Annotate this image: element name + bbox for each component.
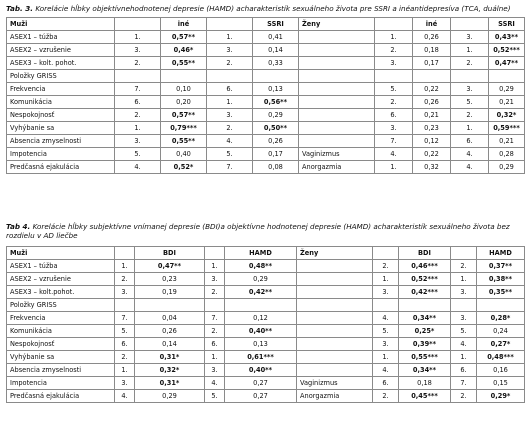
row-label-women (299, 122, 375, 135)
empty-cell (205, 299, 225, 312)
value-cell: 0,47** (489, 57, 525, 70)
row-label: ASEX2 – vzrušenie (7, 44, 115, 57)
header-cell (207, 18, 253, 31)
rank-cell: 1. (375, 161, 413, 174)
rank-cell: 7. (115, 312, 135, 325)
value-cell: 0,08 (253, 161, 299, 174)
value-cell: 0,22 (413, 83, 451, 96)
value-cell: 0,12 (413, 135, 451, 148)
rank-cell: 3. (115, 286, 135, 299)
row-label-women (297, 286, 373, 299)
rank-cell: 3. (451, 312, 477, 325)
rank-cell: 2. (205, 286, 225, 299)
row-label-women (299, 83, 375, 96)
empty-cell (489, 70, 525, 83)
table-row (7, 338, 525, 351)
rank-cell: 1. (373, 351, 399, 364)
value-cell: 0,13 (225, 338, 297, 351)
empty-cell (451, 70, 489, 83)
rank-cell: 4. (373, 312, 399, 325)
header-cell: Ženy (299, 18, 375, 31)
table3-caption-label: Tab. 3. (6, 4, 34, 13)
header-cell (373, 247, 399, 260)
rank-cell: 2. (451, 57, 489, 70)
empty-cell (375, 70, 413, 83)
table-row (7, 364, 525, 377)
rank-cell: 4. (451, 338, 477, 351)
header-cell (451, 18, 489, 31)
value-cell: 0,17 (253, 148, 299, 161)
header-cell: HAMD (477, 247, 525, 260)
row-label-women (299, 31, 375, 44)
table-row (7, 312, 525, 325)
empty-cell (451, 299, 477, 312)
value-cell: 0,42*** (399, 286, 451, 299)
row-label: ASEX3 – kolt.pohot. (7, 286, 115, 299)
header-cell (205, 247, 225, 260)
rank-cell: 3. (207, 44, 253, 57)
table-row (7, 31, 525, 44)
rank-cell: 7. (205, 312, 225, 325)
header-cell (115, 18, 161, 31)
rank-cell: 4. (115, 161, 161, 174)
row-label-women (299, 57, 375, 70)
rank-cell: 2. (115, 273, 135, 286)
rank-cell: 4. (451, 161, 489, 174)
value-cell: 0,29* (477, 390, 525, 403)
table3-caption (6, 4, 526, 13)
value-cell: 0,27 (225, 390, 297, 403)
value-cell: 0,37** (477, 260, 525, 273)
rank-cell: 2. (115, 351, 135, 364)
row-label-women (299, 109, 375, 122)
empty-cell (297, 299, 373, 312)
table-row (7, 44, 525, 57)
rank-cell: 7. (451, 377, 477, 390)
value-cell: 0,32* (135, 364, 205, 377)
value-cell: 0,61*** (225, 351, 297, 364)
rank-cell: 1. (451, 351, 477, 364)
value-cell: 0,52* (161, 161, 207, 174)
value-cell: 0,34** (399, 312, 451, 325)
table-row (7, 377, 525, 390)
row-label: Vyhýbanie sa (7, 122, 115, 135)
value-cell: 0,48*** (477, 351, 525, 364)
value-cell: 0,55** (161, 57, 207, 70)
rank-cell: 6. (207, 83, 253, 96)
rank-cell: 3. (373, 338, 399, 351)
rank-cell: 4. (115, 390, 135, 403)
rank-cell: 4. (375, 148, 413, 161)
rank-cell: 3. (373, 286, 399, 299)
row-label-women (299, 44, 375, 57)
empty-cell (399, 299, 451, 312)
value-cell: 0,35** (477, 286, 525, 299)
row-label: Vyhýbanie sa (7, 351, 115, 364)
rank-cell: 3. (451, 83, 489, 96)
row-label: Komunikácia (7, 96, 115, 109)
value-cell: 0,45*** (399, 390, 451, 403)
table-row (7, 83, 525, 96)
empty-cell (299, 70, 375, 83)
section-row (7, 299, 525, 312)
header-cell: iné (413, 18, 451, 31)
table3-caption-text: Korelácie hĺbky objektívnehodnotenej depresie (HAMD) acharakteristík sexuálneho života pre SSRI a inéantidepresíva (TCA, duálne) (35, 4, 511, 13)
value-cell: 0,22 (413, 148, 451, 161)
header-cell (451, 247, 477, 260)
value-cell: 0,14 (253, 44, 299, 57)
rank-cell: 2. (115, 57, 161, 70)
value-cell: 0,40** (225, 364, 297, 377)
rank-cell: 3. (451, 286, 477, 299)
value-cell: 0,34** (399, 364, 451, 377)
rank-cell: 1. (115, 260, 135, 273)
value-cell: 0,17 (413, 57, 451, 70)
header-cell: HAMD (225, 247, 297, 260)
rank-cell: 3. (115, 135, 161, 148)
header-cell (115, 247, 135, 260)
rank-cell: 3. (115, 44, 161, 57)
rank-cell: 6. (373, 377, 399, 390)
rank-cell: 5. (451, 325, 477, 338)
header-cell: BDI (135, 247, 205, 260)
row-label-women (297, 260, 373, 273)
value-cell: 0,26 (253, 135, 299, 148)
row-label-women (297, 364, 373, 377)
rank-cell: 2. (451, 260, 477, 273)
rank-cell: 7. (375, 135, 413, 148)
value-cell: 0,40 (161, 148, 207, 161)
header-row (7, 18, 525, 31)
rank-cell: 1. (205, 260, 225, 273)
value-cell: 0,25* (399, 325, 451, 338)
value-cell: 0,18 (413, 44, 451, 57)
rank-cell: 2. (373, 260, 399, 273)
row-label: Nespokojnosť (7, 109, 115, 122)
row-label: ASEX1 – túžba (7, 31, 115, 44)
rank-cell: 2. (115, 109, 161, 122)
rank-cell: 3. (205, 364, 225, 377)
rank-cell: 1. (373, 273, 399, 286)
rank-cell: 5. (207, 148, 253, 161)
empty-cell (253, 70, 299, 83)
rank-cell: 5. (115, 148, 161, 161)
rank-cell: 6. (375, 109, 413, 122)
value-cell: 0,52*** (399, 273, 451, 286)
row-label: ASEX3 – kolt. pohot. (7, 57, 115, 70)
row-label-women (299, 96, 375, 109)
header-cell: Muži (7, 18, 115, 31)
value-cell: 0,24 (477, 325, 525, 338)
rank-cell: 6. (115, 96, 161, 109)
row-label-women: Anorgazmia (299, 161, 375, 174)
value-cell: 0,27 (225, 377, 297, 390)
table-row (7, 273, 525, 286)
row-label-women (297, 338, 373, 351)
row-label: Impotencia (7, 148, 115, 161)
rank-cell: 4. (373, 364, 399, 377)
rank-cell: 3. (207, 109, 253, 122)
value-cell: 0,39** (399, 338, 451, 351)
value-cell: 0,04 (135, 312, 205, 325)
empty-cell (115, 299, 135, 312)
rank-cell: 2. (373, 390, 399, 403)
value-cell: 0,38** (477, 273, 525, 286)
value-cell: 0,27* (477, 338, 525, 351)
value-cell: 0,10 (161, 83, 207, 96)
row-label: Nespokojnosť (7, 338, 115, 351)
table-row (7, 351, 525, 364)
section-row (7, 70, 525, 83)
rank-cell: 4. (207, 135, 253, 148)
rank-cell: 3. (205, 273, 225, 286)
table4-caption (6, 222, 526, 240)
value-cell: 0,28* (477, 312, 525, 325)
value-cell: 0,40** (225, 325, 297, 338)
section-label: Položky GRISS (7, 299, 115, 312)
rank-cell: 2. (205, 325, 225, 338)
rank-cell: 3. (375, 122, 413, 135)
empty-cell (135, 299, 205, 312)
value-cell: 0,19 (135, 286, 205, 299)
row-label: ASEX1 – túžba (7, 260, 115, 273)
value-cell: 0,29 (489, 83, 525, 96)
section-label: Položky GRISS (7, 70, 115, 83)
value-cell: 0,21 (413, 109, 451, 122)
value-cell: 0,55** (161, 135, 207, 148)
table-row (7, 96, 525, 109)
value-cell: 0,59*** (489, 122, 525, 135)
rank-cell: 5. (451, 96, 489, 109)
value-cell: 0,50** (253, 122, 299, 135)
rank-cell: 2. (375, 96, 413, 109)
row-label-women (297, 351, 373, 364)
empty-cell (477, 299, 525, 312)
row-label-women: Anorgazmia (297, 390, 373, 403)
value-cell: 0,32 (413, 161, 451, 174)
value-cell: 0,29 (253, 109, 299, 122)
empty-cell (207, 70, 253, 83)
rank-cell: 3. (375, 57, 413, 70)
header-cell: Ženy (297, 247, 373, 260)
value-cell: 0,23 (413, 122, 451, 135)
row-label: Absencia zmyselnosti (7, 135, 115, 148)
header-cell: BDI (399, 247, 451, 260)
rank-cell: 1. (451, 122, 489, 135)
rank-cell: 2. (451, 390, 477, 403)
table-row (7, 390, 525, 403)
value-cell: 0,46*** (399, 260, 451, 273)
empty-cell (161, 70, 207, 83)
value-cell: 0,13 (253, 83, 299, 96)
table-row (7, 57, 525, 70)
row-label-women (297, 312, 373, 325)
rank-cell: 6. (115, 338, 135, 351)
row-label-women: Vaginizmus (299, 148, 375, 161)
value-cell: 0,23 (135, 273, 205, 286)
table-row (7, 109, 525, 122)
value-cell: 0,26 (413, 96, 451, 109)
row-label-women (297, 325, 373, 338)
rank-cell: 2. (451, 109, 489, 122)
row-label: Frekvencia (7, 312, 115, 325)
rank-cell: 3. (115, 377, 135, 390)
value-cell: 0,21 (489, 96, 525, 109)
rank-cell: 2. (207, 122, 253, 135)
empty-cell (115, 70, 161, 83)
value-cell: 0,31* (135, 351, 205, 364)
rank-cell: 1. (207, 96, 253, 109)
rank-cell: 1. (205, 351, 225, 364)
row-label-women (297, 273, 373, 286)
value-cell: 0,12 (225, 312, 297, 325)
header-cell: iné (161, 18, 207, 31)
value-cell: 0,47** (135, 260, 205, 273)
value-cell: 0,42** (225, 286, 297, 299)
table-row (7, 286, 525, 299)
rank-cell: 2. (207, 57, 253, 70)
table4 (6, 246, 525, 403)
rank-cell: 2. (375, 44, 413, 57)
table-row (7, 122, 525, 135)
rank-cell: 6. (451, 364, 477, 377)
value-cell: 0,57** (161, 109, 207, 122)
row-label: Impotencia (7, 377, 115, 390)
row-label: Predčasná ejakulácia (7, 390, 115, 403)
value-cell: 0,16 (477, 364, 525, 377)
header-cell: SSRI (489, 18, 525, 31)
rank-cell: 1. (375, 31, 413, 44)
value-cell: 0,20 (161, 96, 207, 109)
empty-cell (373, 299, 399, 312)
value-cell: 0,43** (489, 31, 525, 44)
header-cell (375, 18, 413, 31)
row-label: Absencia zmyselnosti (7, 364, 115, 377)
rank-cell: 6. (451, 135, 489, 148)
rank-cell: 6. (205, 338, 225, 351)
table-row (7, 135, 525, 148)
value-cell: 0,29 (489, 161, 525, 174)
value-cell: 0,18 (399, 377, 451, 390)
row-label: Komunikácia (7, 325, 115, 338)
value-cell: 0,29 (135, 390, 205, 403)
value-cell: 0,33 (253, 57, 299, 70)
value-cell: 0,15 (477, 377, 525, 390)
empty-cell (225, 299, 297, 312)
value-cell: 0,28 (489, 148, 525, 161)
rank-cell: 1. (115, 364, 135, 377)
value-cell: 0,52*** (489, 44, 525, 57)
value-cell: 0,46* (161, 44, 207, 57)
rank-cell: 5. (375, 83, 413, 96)
value-cell: 0,55*** (399, 351, 451, 364)
rank-cell: 1. (115, 122, 161, 135)
row-label: ASEX2 – vzrušenie (7, 273, 115, 286)
table4-caption-text: Korelácie hĺbky subjektívne vnímanej depresie (BDI)a objektívne hodnotenej depresie (HAMD) acharakteristík sexuálneho života bez rozdielu v AD liečbe (6, 222, 510, 240)
value-cell: 0,21 (489, 135, 525, 148)
rank-cell: 5. (373, 325, 399, 338)
value-cell: 0,57** (161, 31, 207, 44)
table4-caption-label: Tab 4. (6, 222, 31, 231)
row-label-women (299, 135, 375, 148)
table-row (7, 161, 525, 174)
rank-cell: 1. (115, 31, 161, 44)
value-cell: 0,41 (253, 31, 299, 44)
row-label: Frekvencia (7, 83, 115, 96)
row-label: Predčasná ejakulácia (7, 161, 115, 174)
rank-cell: 1. (451, 273, 477, 286)
rank-cell: 5. (115, 325, 135, 338)
header-cell: SSRI (253, 18, 299, 31)
table-row (7, 325, 525, 338)
header-row (7, 247, 525, 260)
value-cell: 0,56** (253, 96, 299, 109)
header-cell: Muži (7, 247, 115, 260)
value-cell: 0,26 (135, 325, 205, 338)
table-row (7, 260, 525, 273)
rank-cell: 5. (205, 390, 225, 403)
value-cell: 0,26 (413, 31, 451, 44)
value-cell: 0,14 (135, 338, 205, 351)
rank-cell: 7. (207, 161, 253, 174)
rank-cell: 7. (115, 83, 161, 96)
rank-cell: 3. (451, 31, 489, 44)
table-row (7, 148, 525, 161)
rank-cell: 4. (451, 148, 489, 161)
table3 (6, 17, 525, 174)
value-cell: 0,29 (225, 273, 297, 286)
rank-cell: 4. (205, 377, 225, 390)
value-cell: 0,32* (489, 109, 525, 122)
empty-cell (413, 70, 451, 83)
value-cell: 0,48** (225, 260, 297, 273)
rank-cell: 1. (451, 44, 489, 57)
value-cell: 0,79*** (161, 122, 207, 135)
row-label-women: Vaginizmus (297, 377, 373, 390)
value-cell: 0,31* (135, 377, 205, 390)
rank-cell: 1. (207, 31, 253, 44)
